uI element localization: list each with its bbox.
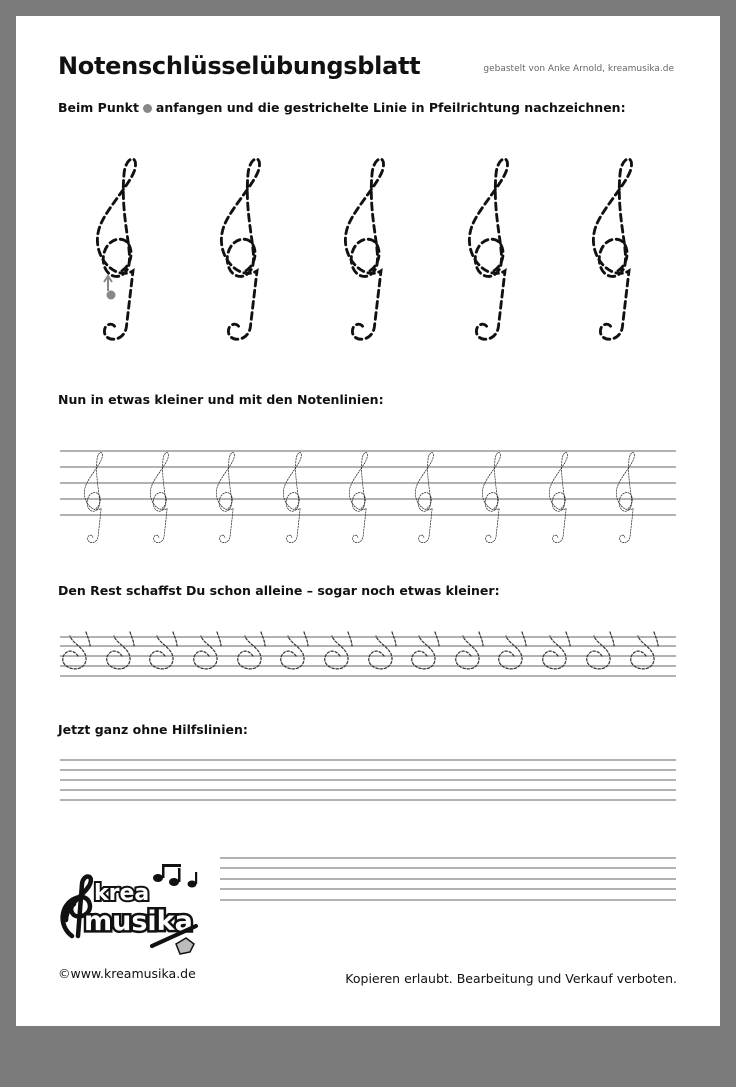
- instruction-1: [58, 100, 626, 115]
- blank-staff-1: [60, 760, 676, 800]
- large-clef: [593, 159, 631, 339]
- staff-small: [60, 637, 676, 676]
- instruction-4: Jetzt ganz ohne Hilfslinien:: [58, 722, 248, 737]
- medium-clef: [150, 452, 168, 542]
- worksheet: [16, 16, 720, 1026]
- medium-clef: [216, 452, 234, 542]
- medium-clef: [415, 452, 433, 542]
- page-title: Notenschlüsselübungsblatt: [58, 52, 421, 80]
- medium-clef: [549, 452, 567, 542]
- medium-clef-row: [84, 452, 634, 542]
- instruction-1-start: Beim Punkt: [58, 100, 139, 115]
- medium-clef: [349, 452, 367, 542]
- medium-clef: [482, 452, 500, 542]
- medium-clef: [283, 452, 301, 542]
- instruction-1-end: anfangen und die gestrichelte Linie in Pfeilrichtung nachzeichnen:: [155, 100, 626, 115]
- kreamusika-logo: [56, 864, 206, 960]
- staff-medium: [60, 451, 676, 515]
- start-marker: [104, 276, 116, 300]
- start-dot-icon: [143, 104, 152, 113]
- author-credit: gebastelt von Anke Arnold, kreamusika.de: [483, 64, 674, 74]
- footer-url: ©www.kreamusika.de: [58, 966, 196, 981]
- footer-copyright: Kopieren erlaubt. Bearbeitung und Verkauf verboten.: [345, 971, 677, 986]
- blank-staff-2: [220, 858, 676, 900]
- instruction-3: Den Rest schaffst Du schon alleine – sogar noch etwas kleiner:: [58, 583, 500, 598]
- large-clef: [469, 159, 507, 339]
- medium-clef: [84, 452, 102, 542]
- large-clef: [221, 159, 259, 339]
- large-clef-row: [97, 159, 631, 339]
- large-clef: [345, 159, 383, 339]
- svg-text:krea: krea: [94, 881, 150, 906]
- large-clef: [97, 159, 135, 339]
- svg-text:musika: musika: [84, 906, 193, 937]
- instruction-2: Nun in etwas kleiner und mit den Notenlinien:: [58, 392, 384, 407]
- medium-clef: [616, 452, 634, 542]
